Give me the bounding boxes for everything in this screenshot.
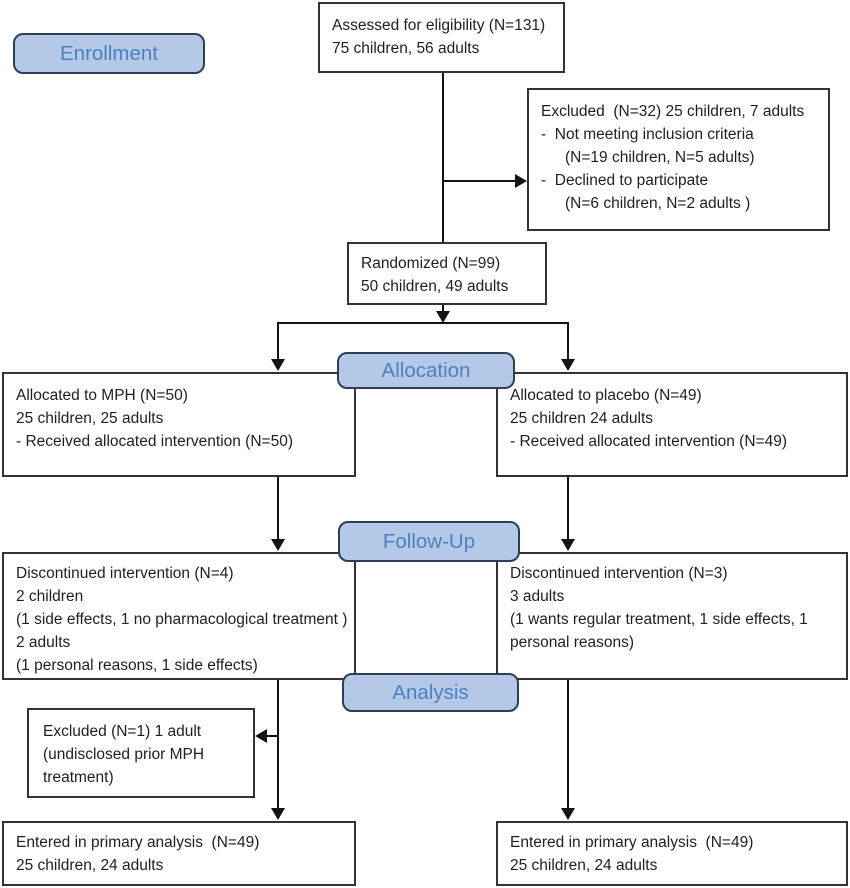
text-line: Excluded (N=32) 25 children, 7 adults [541, 103, 805, 120]
arrowhead-down-icon [561, 359, 575, 371]
text-line: 2 adults [16, 634, 71, 651]
arrowhead-down-icon [271, 539, 285, 551]
text-line: treatment) [43, 769, 114, 786]
text-line: - Declined to participate [541, 172, 709, 189]
connector-assessed-randomized [442, 73, 444, 242]
connector-branch-allocated-placebo [567, 322, 569, 360]
connector-discontinued-analysis-placebo [567, 680, 569, 809]
node-excluded-analysis [27, 708, 255, 798]
stage-label: Analysis [392, 680, 469, 704]
connector-allocation-branch [277, 322, 569, 324]
arrowhead-right-icon [515, 174, 527, 188]
stage-pill-enrollment [13, 33, 205, 74]
text-line: personal reasons) [510, 634, 635, 651]
node-excluded-enrollment [527, 88, 830, 231]
text-line: Entered in primary analysis (N=49) [510, 834, 754, 851]
connector-allocated-discontinued-placebo [567, 477, 569, 540]
text-line: - Received allocated intervention (N=49) [510, 433, 787, 450]
text-line: Discontinued intervention (N=4) [16, 565, 234, 582]
text-line: 25 children, 24 adults [510, 857, 658, 874]
text-line: - Received allocated intervention (N=50) [16, 433, 293, 450]
text-line: 50 children, 49 adults [361, 278, 509, 295]
stage-label: Follow-Up [382, 529, 476, 553]
text-line: - Not meeting inclusion criteria [541, 126, 754, 143]
connector-to-excluded-analysis [266, 735, 278, 737]
text-line: 75 children, 56 adults [332, 40, 480, 57]
text-line: (1 side effects, 1 no pharmacological treatment ) [16, 611, 348, 628]
connector-allocated-discontinued-mph [277, 477, 279, 540]
text-line: Assessed for eligibility (N=131) [332, 17, 546, 34]
connector-to-excluded-enrollment [443, 180, 515, 182]
stage-pill-allocation [337, 352, 515, 389]
text-line: Allocated to MPH (N=50) [16, 387, 188, 404]
text-line: (1 wants regular treatment, 1 side effects, 1 [510, 611, 808, 628]
node-entered-primary-analysis-mph [2, 821, 356, 886]
connector-discontinued-analysis-mph [277, 680, 279, 809]
text-line: 2 children [16, 588, 84, 605]
node-assessed-for-eligibility [318, 2, 565, 73]
text-line: (N=6 children, N=2 adults ) [565, 195, 751, 212]
arrowhead-down-icon [271, 808, 285, 820]
text-line: (1 personal reasons, 1 side effects) [16, 657, 258, 674]
text-line: Discontinued intervention (N=3) [510, 565, 728, 582]
stage-label: Enrollment [60, 41, 158, 65]
text-line: Allocated to placebo (N=49) [510, 387, 702, 404]
text-line: 25 children, 25 adults [16, 410, 164, 427]
arrowhead-down-icon [561, 808, 575, 820]
node-discontinued-placebo [496, 552, 848, 680]
text-line: Entered in primary analysis (N=49) [16, 834, 260, 851]
node-allocated-placebo [496, 372, 848, 477]
arrowhead-left-icon [255, 729, 267, 743]
arrowhead-down-icon [436, 311, 450, 323]
stage-pill-analysis [342, 673, 519, 712]
node-discontinued-mph [2, 552, 356, 680]
text-line: (undisclosed prior MPH [43, 746, 205, 763]
node-randomized [347, 242, 547, 305]
arrowhead-down-icon [561, 539, 575, 551]
text-line: 25 children, 24 adults [16, 857, 164, 874]
arrowhead-down-icon [271, 359, 285, 371]
text-line: Randomized (N=99) [361, 255, 501, 272]
node-allocated-mph [2, 372, 356, 477]
text-line: 25 children 24 adults [510, 410, 654, 427]
node-entered-primary-analysis-placebo [496, 821, 848, 886]
text-line: 3 adults [510, 588, 565, 605]
text-line: Excluded (N=1) 1 adult [43, 723, 202, 740]
text-line: (N=19 children, N=5 adults) [565, 149, 755, 166]
stage-label: Allocation [381, 358, 471, 382]
connector-branch-allocated-mph [277, 322, 279, 360]
stage-pill-follow-up [338, 521, 520, 562]
